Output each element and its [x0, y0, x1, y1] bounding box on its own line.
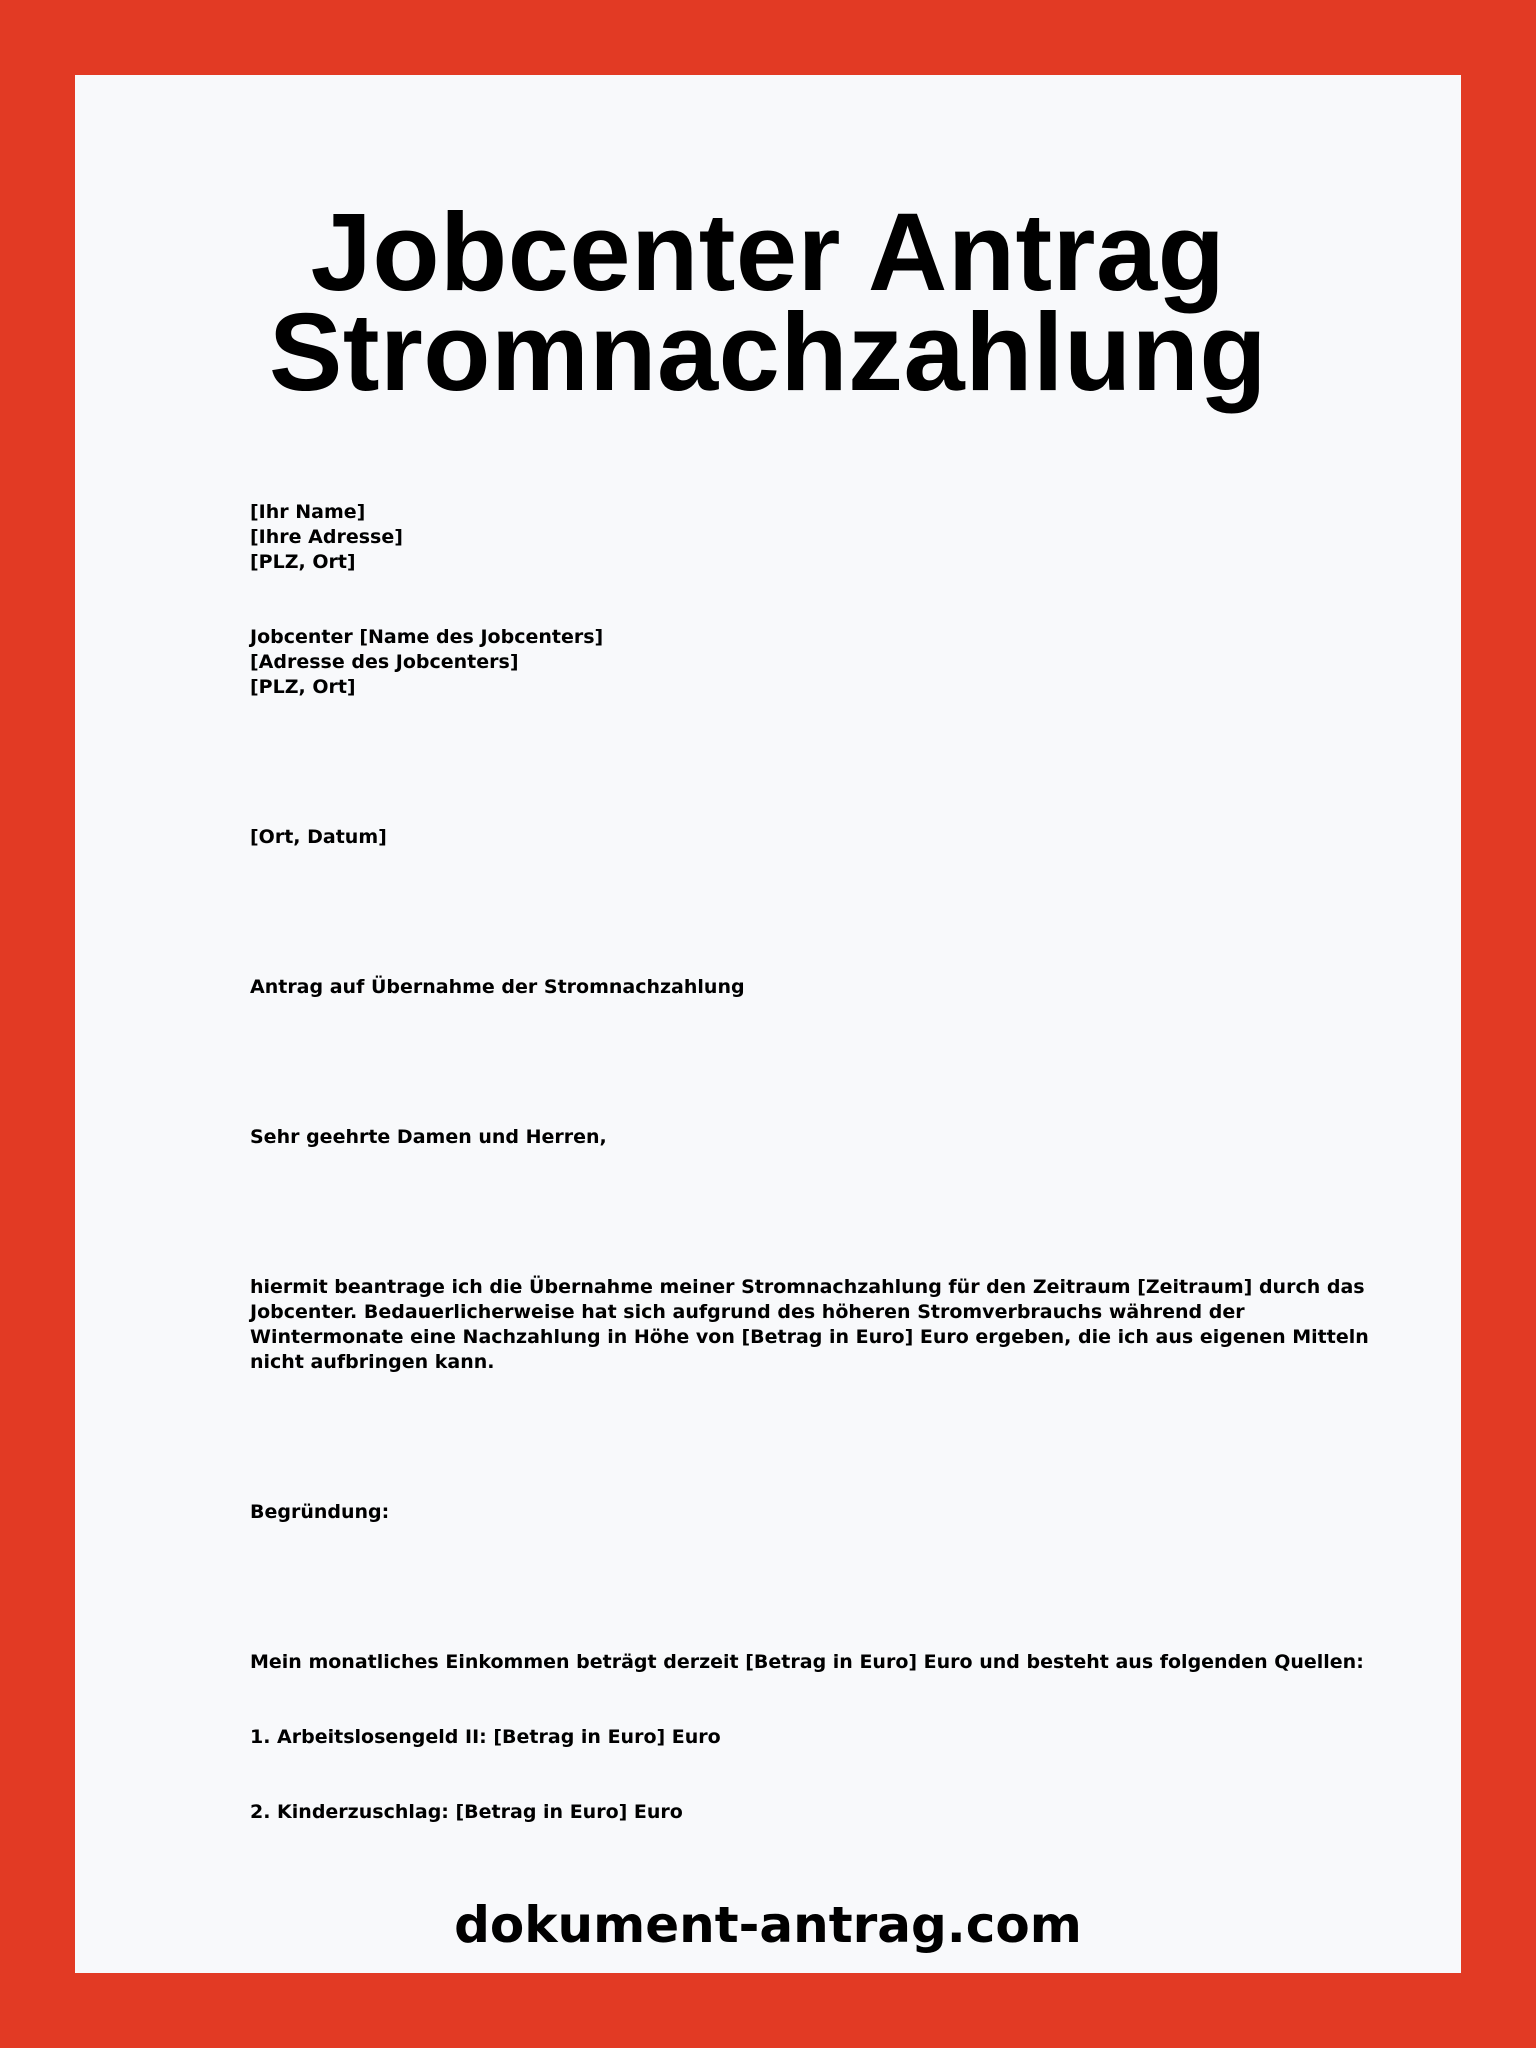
sender-name: [Ihr Name] — [250, 501, 366, 523]
sender-city: [PLZ, Ort] — [250, 551, 356, 573]
sender-address: [Ihre Adresse] — [250, 526, 403, 548]
footer-website: dokument-antrag.com — [454, 1896, 1082, 1954]
sender-block — [250, 500, 1370, 575]
income-item-2: 2. Kinderzuschlag: [Betrag in Euro] Euro — [250, 1801, 683, 1823]
salutation: Sehr geehrte Damen und Herren, — [250, 1126, 607, 1148]
recipient-name: Jobcenter [Name des Jobcenters] — [250, 626, 604, 648]
request-paragraph: hiermit beantrage ich die Übernahme meiner Stromnachzahlung für den Zeitraum [Zeitraum] durch das Jobcenter. Bedauerlicherweise hat sich aufgrund des höheren Stromverbrauchs während der Wintermonate eine Nachzahlung in Höhe von [Betrag in Euro] Euro ergeben, die ich aus eigenen Mitteln nicht aufbringen kann. — [250, 1276, 1369, 1373]
title-line-2: Stromnachzahlung — [268, 291, 1268, 414]
subject-line: Antrag auf Übernahme der Stromnachzahlung — [250, 976, 745, 998]
recipient-city: [PLZ, Ort] — [250, 676, 356, 698]
income-item-1: 1. Arbeitslosengeld II: [Betrag in Euro] Euro — [250, 1726, 721, 1748]
title-line-1: Jobcenter Antrag — [310, 191, 1226, 314]
place-date: [Ort, Datum] — [250, 826, 387, 848]
document-title — [75, 191, 1461, 414]
document-page — [75, 75, 1461, 1973]
recipient-block — [250, 625, 1370, 700]
reason-heading: Begründung: — [250, 1501, 390, 1523]
recipient-address: [Adresse des Jobcenters] — [250, 651, 519, 673]
income-statement: Mein monatliches Einkommen beträgt derzeit [Betrag in Euro] Euro und besteht aus folgenden Quellen: — [250, 1651, 1364, 1673]
